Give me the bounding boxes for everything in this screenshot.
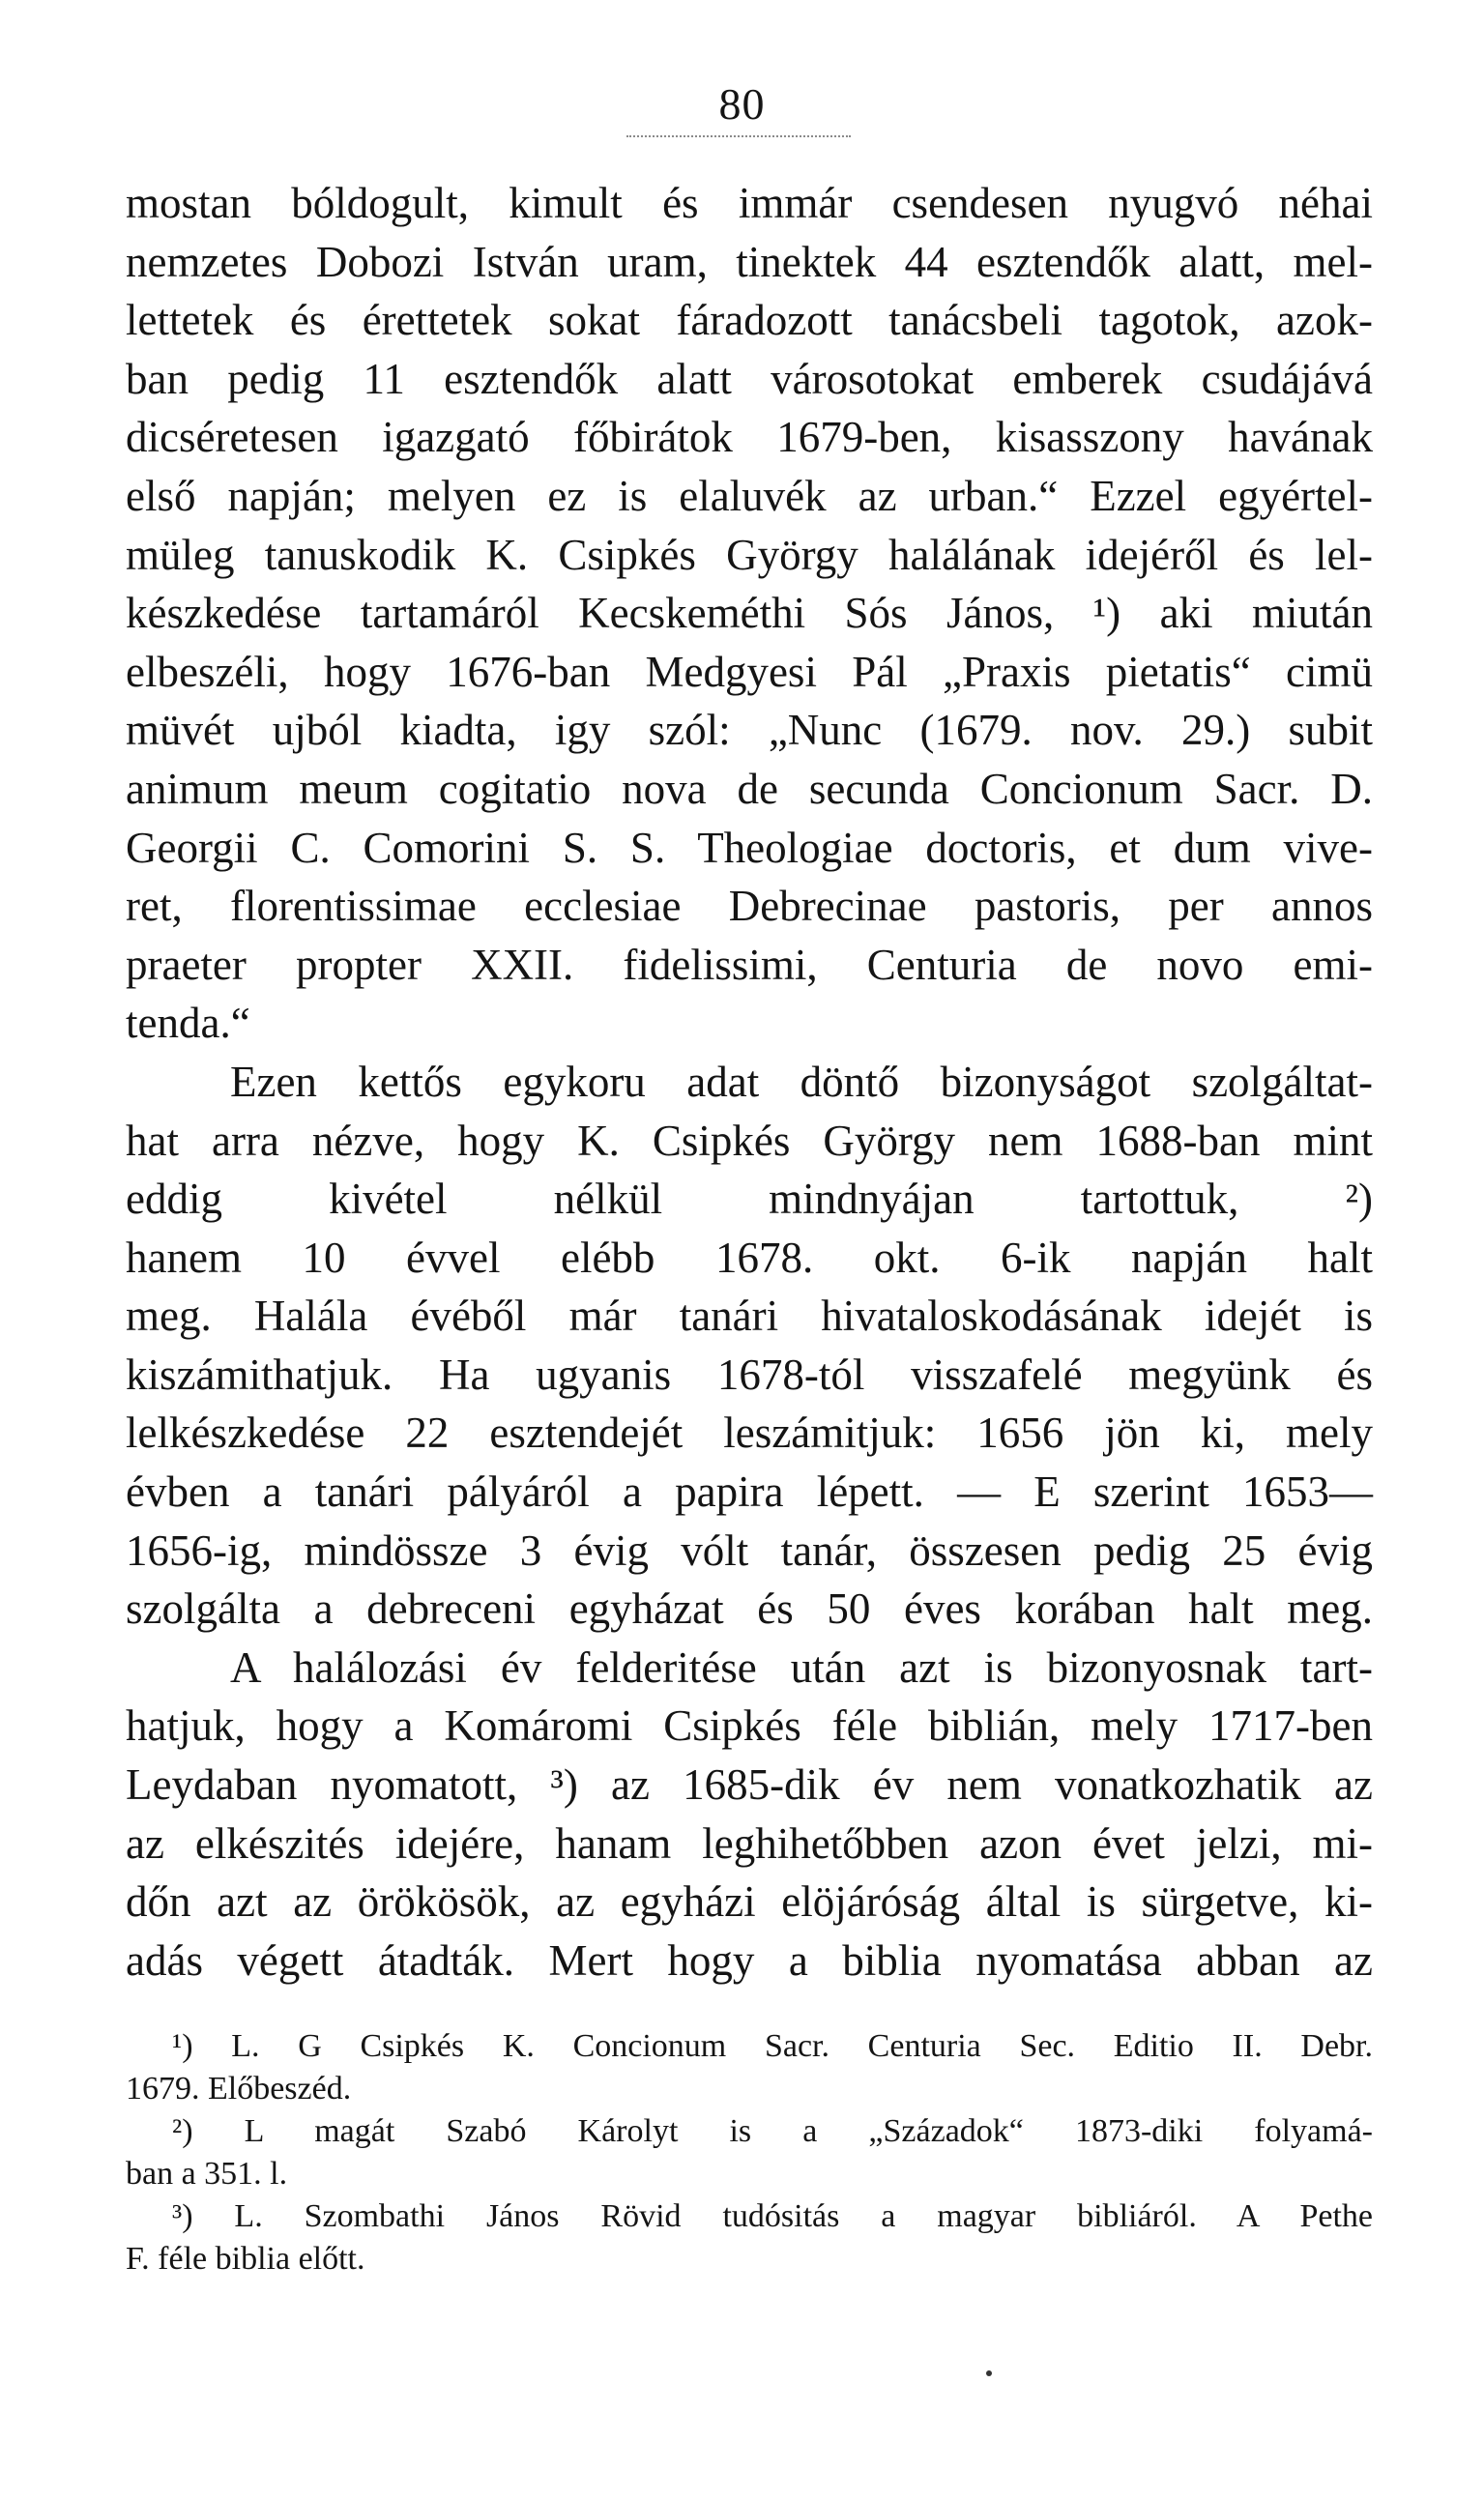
text-line: müleg tanuskodik K. Csipkés György halálának idejéről és lel-: [126, 530, 1373, 579]
text-line: dicséretesen igazgató főbirátok 1679-ben, kisasszony havának: [126, 413, 1373, 462]
page-number-rule: [626, 135, 851, 137]
text-line: elbeszéli, hogy 1676-ban Medgyesi Pál „Praxis pietatis“ cimü: [126, 647, 1373, 696]
text-line: müvét ujból kiadta, igy szól: „Nunc (1679. nov. 29.) subit: [126, 706, 1373, 755]
text-line: hat arra nézve, hogy K. Csipkés György nem 1688-ban mint: [126, 1116, 1373, 1165]
footnote-line: ¹) L. G Csipkés K. Concionum Sacr. Centuria Sec. Editio II. Debr.: [172, 2028, 1373, 2064]
footnote-line: F. féle biblia előtt.: [126, 2241, 365, 2277]
footnote-line: ³) L. Szombathi János Rövid tudósitás a magyar bibliáról. A Pethe: [172, 2198, 1373, 2234]
text-line: lettetek és érettetek sokat fáradozott tanácsbeli tagotok, azok-: [126, 296, 1373, 345]
footnote-line: ban a 351. l.: [126, 2156, 288, 2192]
text-line: lelkészkedése 22 esztendejét leszámitjuk: 1656 jön ki, mely: [126, 1409, 1373, 1458]
text-line: évben a tanári pályáról a papira lépett. — E szerint 1653—: [126, 1467, 1373, 1517]
text-line: 1656-ig, mindössze 3 évig vólt tanár, összesen pedig 25 évig: [126, 1526, 1373, 1575]
text-line: hatjuk, hogy a Komáromi Csipkés féle biblián, mely 1717-ben: [126, 1701, 1373, 1751]
text-line: Ezen kettős egykoru adat döntő bizonyságot szolgáltat-: [230, 1057, 1373, 1106]
text-line: dőn azt az örökösök, az egyházi elöjáróság által is sürgetve, ki-: [126, 1877, 1373, 1927]
text-line: készkedése tartamáról Kecskeméthi Sós János, ¹) aki miután: [126, 589, 1373, 638]
text-line: Leydaban nyomatott, ³) az 1685-dik év nem vonatkozhatik az: [126, 1760, 1373, 1810]
text-line: Georgii C. Comorini S. S. Theologiae doctoris, et dum vive-: [126, 823, 1373, 872]
text-line: praeter propter XXII. fidelissimi, Centuria de novo emi-: [126, 940, 1373, 989]
text-line: tenda.“: [126, 999, 250, 1048]
text-line: meg. Halála évéből már tanári hivataloskodásának idejét is: [126, 1292, 1373, 1341]
text-line: hanem 10 évvel elébb 1678. okt. 6-ik napján halt: [126, 1233, 1373, 1282]
text-line: kiszámithatjuk. Ha ugyanis 1678-tól visszafelé megyünk és: [126, 1350, 1373, 1399]
text-line: szolgálta a debreceni egyházat és 50 éves korában halt meg.: [126, 1584, 1373, 1634]
text-line: ban pedig 11 esztendők alatt városotokat emberek csudájává: [126, 354, 1373, 403]
body-text: [126, 174, 1373, 1990]
footnotes: [126, 2025, 1373, 2281]
text-line: első napján; melyen ez is elaluvék az urban.“ Ezzel egyértel-: [126, 471, 1373, 520]
text-line: nemzetes Dobozi István uram, tinektek 44 esztendők alatt, mel-: [126, 237, 1373, 286]
text-line: eddig kivétel nélkül mindnyájan tartottuk, ²): [126, 1175, 1373, 1224]
text-line: ret, florentissimae ecclesiae Debrecinae pastoris, per annos: [126, 882, 1373, 931]
text-line: mostan bóldogult, kimult és immár csendesen nyugvó néhai: [126, 179, 1373, 227]
footnote-line: ²) L magát Szabó Károlyt is a „Századok“ 1873-diki folyamá-: [172, 2113, 1373, 2149]
text-line: az elkészités idejére, hanam leghihetőbben azon évet jelzi, mi-: [126, 1818, 1373, 1868]
text-line: animum meum cogitatio nova de secunda Concionum Sacr. D.: [126, 764, 1373, 813]
footnote-line: 1679. Előbeszéd.: [126, 2071, 352, 2107]
stray-mark: [986, 2370, 992, 2376]
text-line: adás végett átadták. Mert hogy a biblia nyomatása abban az: [126, 1935, 1373, 1985]
text-line: A halálozási év felderitése után azt is bizonyosnak tart-: [230, 1642, 1373, 1692]
page-number: 80: [718, 79, 766, 129]
